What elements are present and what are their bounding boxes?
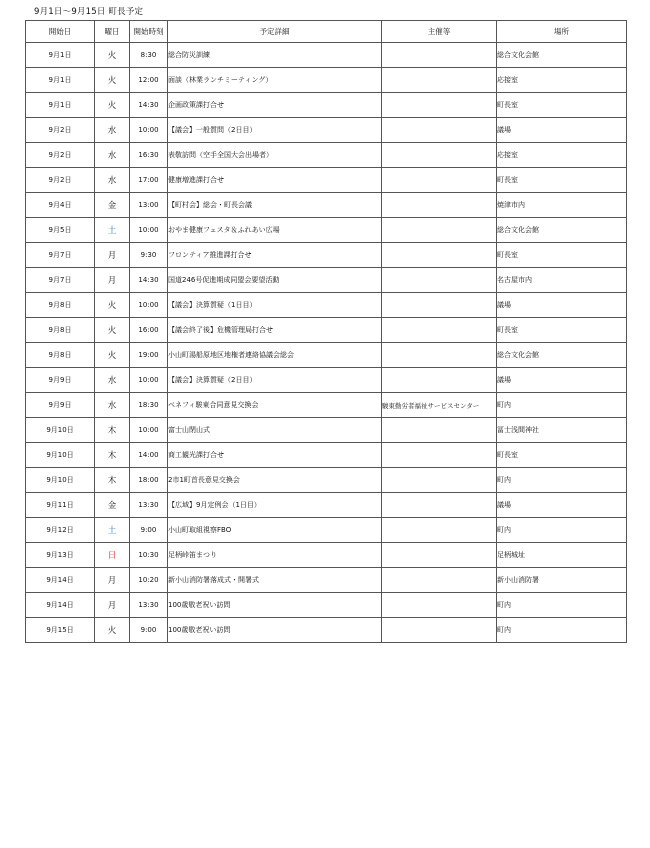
place-cell: 議場 [497, 493, 627, 518]
table-row [26, 268, 627, 293]
date-cell: 9月1日 [26, 43, 95, 68]
place-cell: 町内 [497, 468, 627, 493]
sponsor-cell [382, 118, 497, 143]
place-cell: 議場 [497, 293, 627, 318]
place-cell: 町内 [497, 593, 627, 618]
time-cell: 16:00 [130, 318, 168, 343]
table-row [26, 143, 627, 168]
sponsor-cell [382, 518, 497, 543]
sponsor-cell [382, 543, 497, 568]
header-weekday: 曜日 [95, 21, 130, 43]
place-cell: 町内 [497, 618, 627, 643]
sponsor-cell [382, 593, 497, 618]
weekday-cell: 月 [95, 268, 130, 293]
table-row [26, 443, 627, 468]
time-cell: 13:00 [130, 193, 168, 218]
sponsor-cell [382, 343, 497, 368]
schedule-table [25, 20, 627, 643]
time-cell: 13:30 [130, 593, 168, 618]
weekday-cell: 火 [95, 43, 130, 68]
detail-cell: 新小山消防署落成式・開署式 [168, 568, 382, 593]
weekday-cell: 月 [95, 243, 130, 268]
time-cell: 10:00 [130, 218, 168, 243]
date-cell: 9月2日 [26, 118, 95, 143]
weekday-cell: 土 [95, 218, 130, 243]
table-row [26, 568, 627, 593]
time-cell: 10:00 [130, 118, 168, 143]
sponsor-cell [382, 68, 497, 93]
table-row [26, 418, 627, 443]
weekday-cell: 火 [95, 68, 130, 93]
sponsor-cell [382, 318, 497, 343]
detail-cell: おやま健康フェスタ＆ふれあい広場 [168, 218, 382, 243]
sponsor-cell [382, 93, 497, 118]
place-cell: 応接室 [497, 68, 627, 93]
table-row [26, 168, 627, 193]
detail-cell: 2市1町首長意見交換会 [168, 468, 382, 493]
header-detail: 予定詳細 [168, 21, 382, 43]
sponsor-cell [382, 443, 497, 468]
time-cell: 9:00 [130, 618, 168, 643]
sponsor-cell [382, 293, 497, 318]
table-row [26, 368, 627, 393]
place-cell: 町長室 [497, 93, 627, 118]
detail-cell: 面談（林業ランチミーティング） [168, 68, 382, 93]
table-row [26, 518, 627, 543]
date-cell: 9月14日 [26, 593, 95, 618]
weekday-cell: 水 [95, 168, 130, 193]
weekday-cell: 木 [95, 468, 130, 493]
table-row [26, 193, 627, 218]
detail-cell: 100歳敬老祝い訪問 [168, 618, 382, 643]
date-cell: 9月8日 [26, 343, 95, 368]
detail-cell: 【議会】決算質疑（1日目） [168, 293, 382, 318]
place-cell: 新小山消防署 [497, 568, 627, 593]
table-row [26, 468, 627, 493]
table-row [26, 93, 627, 118]
table-row [26, 293, 627, 318]
time-cell: 9:30 [130, 243, 168, 268]
header-start-time: 開始時刻 [130, 21, 168, 43]
place-cell: 議場 [497, 118, 627, 143]
time-cell: 17:00 [130, 168, 168, 193]
weekday-cell: 月 [95, 568, 130, 593]
sponsor-cell [382, 368, 497, 393]
weekday-cell: 水 [95, 118, 130, 143]
detail-cell: 小山町湯船原地区地権者連絡協議会総会 [168, 343, 382, 368]
table-row [26, 43, 627, 68]
sponsor-cell [382, 143, 497, 168]
detail-cell: ベネフィ駿東合同意見交換会 [168, 393, 382, 418]
place-cell: 総合文化会館 [497, 43, 627, 68]
table-row [26, 618, 627, 643]
date-cell: 9月8日 [26, 318, 95, 343]
detail-cell: 【広域】9月定例会（1日目） [168, 493, 382, 518]
detail-cell: フロンティア推進課打合せ [168, 243, 382, 268]
table-row [26, 543, 627, 568]
place-cell: 冨士浅間神社 [497, 418, 627, 443]
weekday-cell: 土 [95, 518, 130, 543]
header-start-date: 開始日 [26, 21, 95, 43]
date-cell: 9月9日 [26, 393, 95, 418]
date-cell: 9月1日 [26, 68, 95, 93]
detail-cell: 国道246号促進期成同盟会要望活動 [168, 268, 382, 293]
time-cell: 14:30 [130, 268, 168, 293]
time-cell: 12:00 [130, 68, 168, 93]
time-cell: 8:30 [130, 43, 168, 68]
sponsor-cell [382, 468, 497, 493]
sponsor-cell [382, 43, 497, 68]
place-cell: 総合文化会館 [497, 343, 627, 368]
place-cell: 名古屋市内 [497, 268, 627, 293]
time-cell: 10:00 [130, 418, 168, 443]
date-cell: 9月15日 [26, 618, 95, 643]
date-cell: 9月2日 [26, 143, 95, 168]
sponsor-cell [382, 168, 497, 193]
date-cell: 9月10日 [26, 418, 95, 443]
detail-cell: 商工観光課打合せ [168, 443, 382, 468]
time-cell: 10:00 [130, 368, 168, 393]
sponsor-cell [382, 243, 497, 268]
table-row [26, 593, 627, 618]
table-row [26, 343, 627, 368]
date-cell: 9月13日 [26, 543, 95, 568]
page-title: 9月1日～9月15日 町長予定 [34, 7, 144, 17]
weekday-cell: 水 [95, 368, 130, 393]
detail-cell: 健康増進課打合せ [168, 168, 382, 193]
weekday-cell: 水 [95, 143, 130, 168]
table-row [26, 318, 627, 343]
detail-cell: 表敬訪問（空手全国大会出場者） [168, 143, 382, 168]
sponsor-cell: 駿東勤労者福祉サービスセンター [382, 393, 497, 418]
time-cell: 14:00 [130, 443, 168, 468]
table-row [26, 393, 627, 418]
place-cell: 足柄城址 [497, 543, 627, 568]
schedule-body [26, 43, 627, 643]
time-cell: 13:30 [130, 493, 168, 518]
place-cell: 町長室 [497, 168, 627, 193]
detail-cell: 【議会】決算質疑（2日目） [168, 368, 382, 393]
sponsor-cell [382, 218, 497, 243]
sponsor-cell [382, 193, 497, 218]
date-cell: 9月14日 [26, 568, 95, 593]
date-cell: 9月2日 [26, 168, 95, 193]
weekday-cell: 火 [95, 318, 130, 343]
date-cell: 9月4日 [26, 193, 95, 218]
table-header-row [26, 21, 627, 43]
place-cell: 焼津市内 [497, 193, 627, 218]
detail-cell: 総合防災訓練 [168, 43, 382, 68]
table-row [26, 493, 627, 518]
table-row [26, 68, 627, 93]
detail-cell: 企画政策課打合せ [168, 93, 382, 118]
time-cell: 9:00 [130, 518, 168, 543]
date-cell: 9月10日 [26, 468, 95, 493]
date-cell: 9月11日 [26, 493, 95, 518]
detail-cell: 足柄峠笛まつり [168, 543, 382, 568]
time-cell: 19:00 [130, 343, 168, 368]
weekday-cell: 月 [95, 593, 130, 618]
weekday-cell: 金 [95, 493, 130, 518]
sponsor-cell [382, 493, 497, 518]
time-cell: 18:00 [130, 468, 168, 493]
date-cell: 9月1日 [26, 93, 95, 118]
sponsor-cell [382, 618, 497, 643]
place-cell: 総合文化会館 [497, 218, 627, 243]
date-cell: 9月7日 [26, 268, 95, 293]
sponsor-cell [382, 268, 497, 293]
weekday-cell: 水 [95, 393, 130, 418]
time-cell: 16:30 [130, 143, 168, 168]
table-row [26, 218, 627, 243]
header-place: 場所 [497, 21, 627, 43]
detail-cell: 【議会終了後】危機管理局打合せ [168, 318, 382, 343]
date-cell: 9月10日 [26, 443, 95, 468]
time-cell: 10:20 [130, 568, 168, 593]
weekday-cell: 火 [95, 293, 130, 318]
place-cell: 町長室 [497, 443, 627, 468]
weekday-cell: 木 [95, 443, 130, 468]
time-cell: 10:00 [130, 293, 168, 318]
time-cell: 18:30 [130, 393, 168, 418]
weekday-cell: 木 [95, 418, 130, 443]
detail-cell: 【町村会】総会・町長会議 [168, 193, 382, 218]
place-cell: 町長室 [497, 318, 627, 343]
date-cell: 9月8日 [26, 293, 95, 318]
place-cell: 町内 [497, 518, 627, 543]
time-cell: 14:30 [130, 93, 168, 118]
weekday-cell: 火 [95, 618, 130, 643]
place-cell: 議場 [497, 368, 627, 393]
detail-cell: 小山町取組視察FBO [168, 518, 382, 543]
date-cell: 9月7日 [26, 243, 95, 268]
time-cell: 10:30 [130, 543, 168, 568]
table-row [26, 243, 627, 268]
date-cell: 9月12日 [26, 518, 95, 543]
weekday-cell: 金 [95, 193, 130, 218]
weekday-cell: 火 [95, 343, 130, 368]
weekday-cell: 火 [95, 93, 130, 118]
detail-cell: 100歳敬老祝い訪問 [168, 593, 382, 618]
header-sponsor: 主催等 [382, 21, 497, 43]
table-row [26, 118, 627, 143]
detail-cell: 【議会】一般質問（2日目） [168, 118, 382, 143]
date-cell: 9月9日 [26, 368, 95, 393]
place-cell: 町長室 [497, 243, 627, 268]
place-cell: 応接室 [497, 143, 627, 168]
sponsor-cell [382, 568, 497, 593]
date-cell: 9月5日 [26, 218, 95, 243]
weekday-cell: 日 [95, 543, 130, 568]
sponsor-cell [382, 418, 497, 443]
place-cell: 町内 [497, 393, 627, 418]
detail-cell: 富士山閉山式 [168, 418, 382, 443]
